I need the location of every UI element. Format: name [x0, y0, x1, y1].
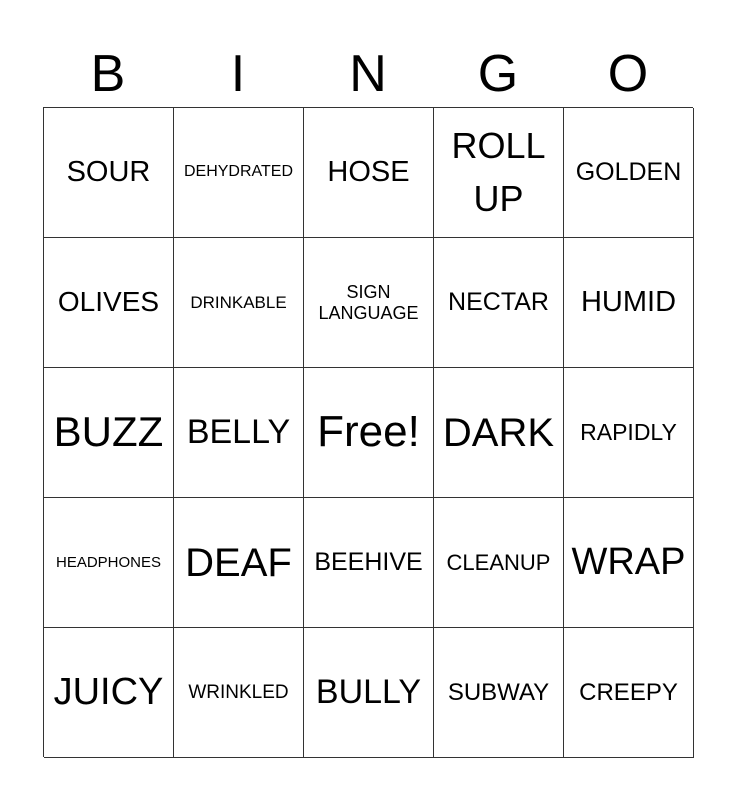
- bingo-cell[interactable]: JUICY: [44, 628, 174, 758]
- bingo-cell[interactable]: CREEPY: [564, 628, 694, 758]
- bingo-cell[interactable]: DARK: [434, 368, 564, 498]
- bingo-cell[interactable]: SIGN LANGUAGE: [304, 238, 434, 368]
- header-letter-i: I: [230, 45, 246, 103]
- header-letter-n: N: [349, 45, 387, 103]
- bingo-board: [43, 107, 693, 757]
- bingo-header: [43, 40, 693, 108]
- bingo-cell[interactable]: DRINKABLE: [174, 238, 304, 368]
- bingo-cell[interactable]: SOUR: [44, 108, 174, 238]
- header-letter-o: O: [607, 45, 649, 103]
- bingo-cell: Free!: [304, 368, 434, 498]
- bingo-cell[interactable]: SUBWAY: [434, 628, 564, 758]
- bingo-cell[interactable]: BUZZ: [44, 368, 174, 498]
- bingo-cell[interactable]: WRAP: [564, 498, 694, 628]
- header-letter-g: G: [477, 45, 519, 103]
- bingo-cell[interactable]: BEEHIVE: [304, 498, 434, 628]
- bingo-cell[interactable]: RAPIDLY: [564, 368, 694, 498]
- bingo-cell[interactable]: WRINKLED: [174, 628, 304, 758]
- bingo-cell[interactable]: DEAF: [174, 498, 304, 628]
- bingo-cell[interactable]: HUMID: [564, 238, 694, 368]
- bingo-cell[interactable]: BELLY: [174, 368, 304, 498]
- bingo-cell[interactable]: HOSE: [304, 108, 434, 238]
- bingo-cell[interactable]: HEADPHONES: [44, 498, 174, 628]
- bingo-cell[interactable]: NECTAR: [434, 238, 564, 368]
- bingo-cell[interactable]: ROLL UP: [434, 108, 564, 238]
- bingo-cell[interactable]: CLEANUP: [434, 498, 564, 628]
- bingo-cell[interactable]: OLIVES: [44, 238, 174, 368]
- header-letter-b: B: [90, 45, 126, 103]
- bingo-cell[interactable]: DEHYDRATED: [174, 108, 304, 238]
- bingo-cell[interactable]: BULLY: [304, 628, 434, 758]
- bingo-cell[interactable]: GOLDEN: [564, 108, 694, 238]
